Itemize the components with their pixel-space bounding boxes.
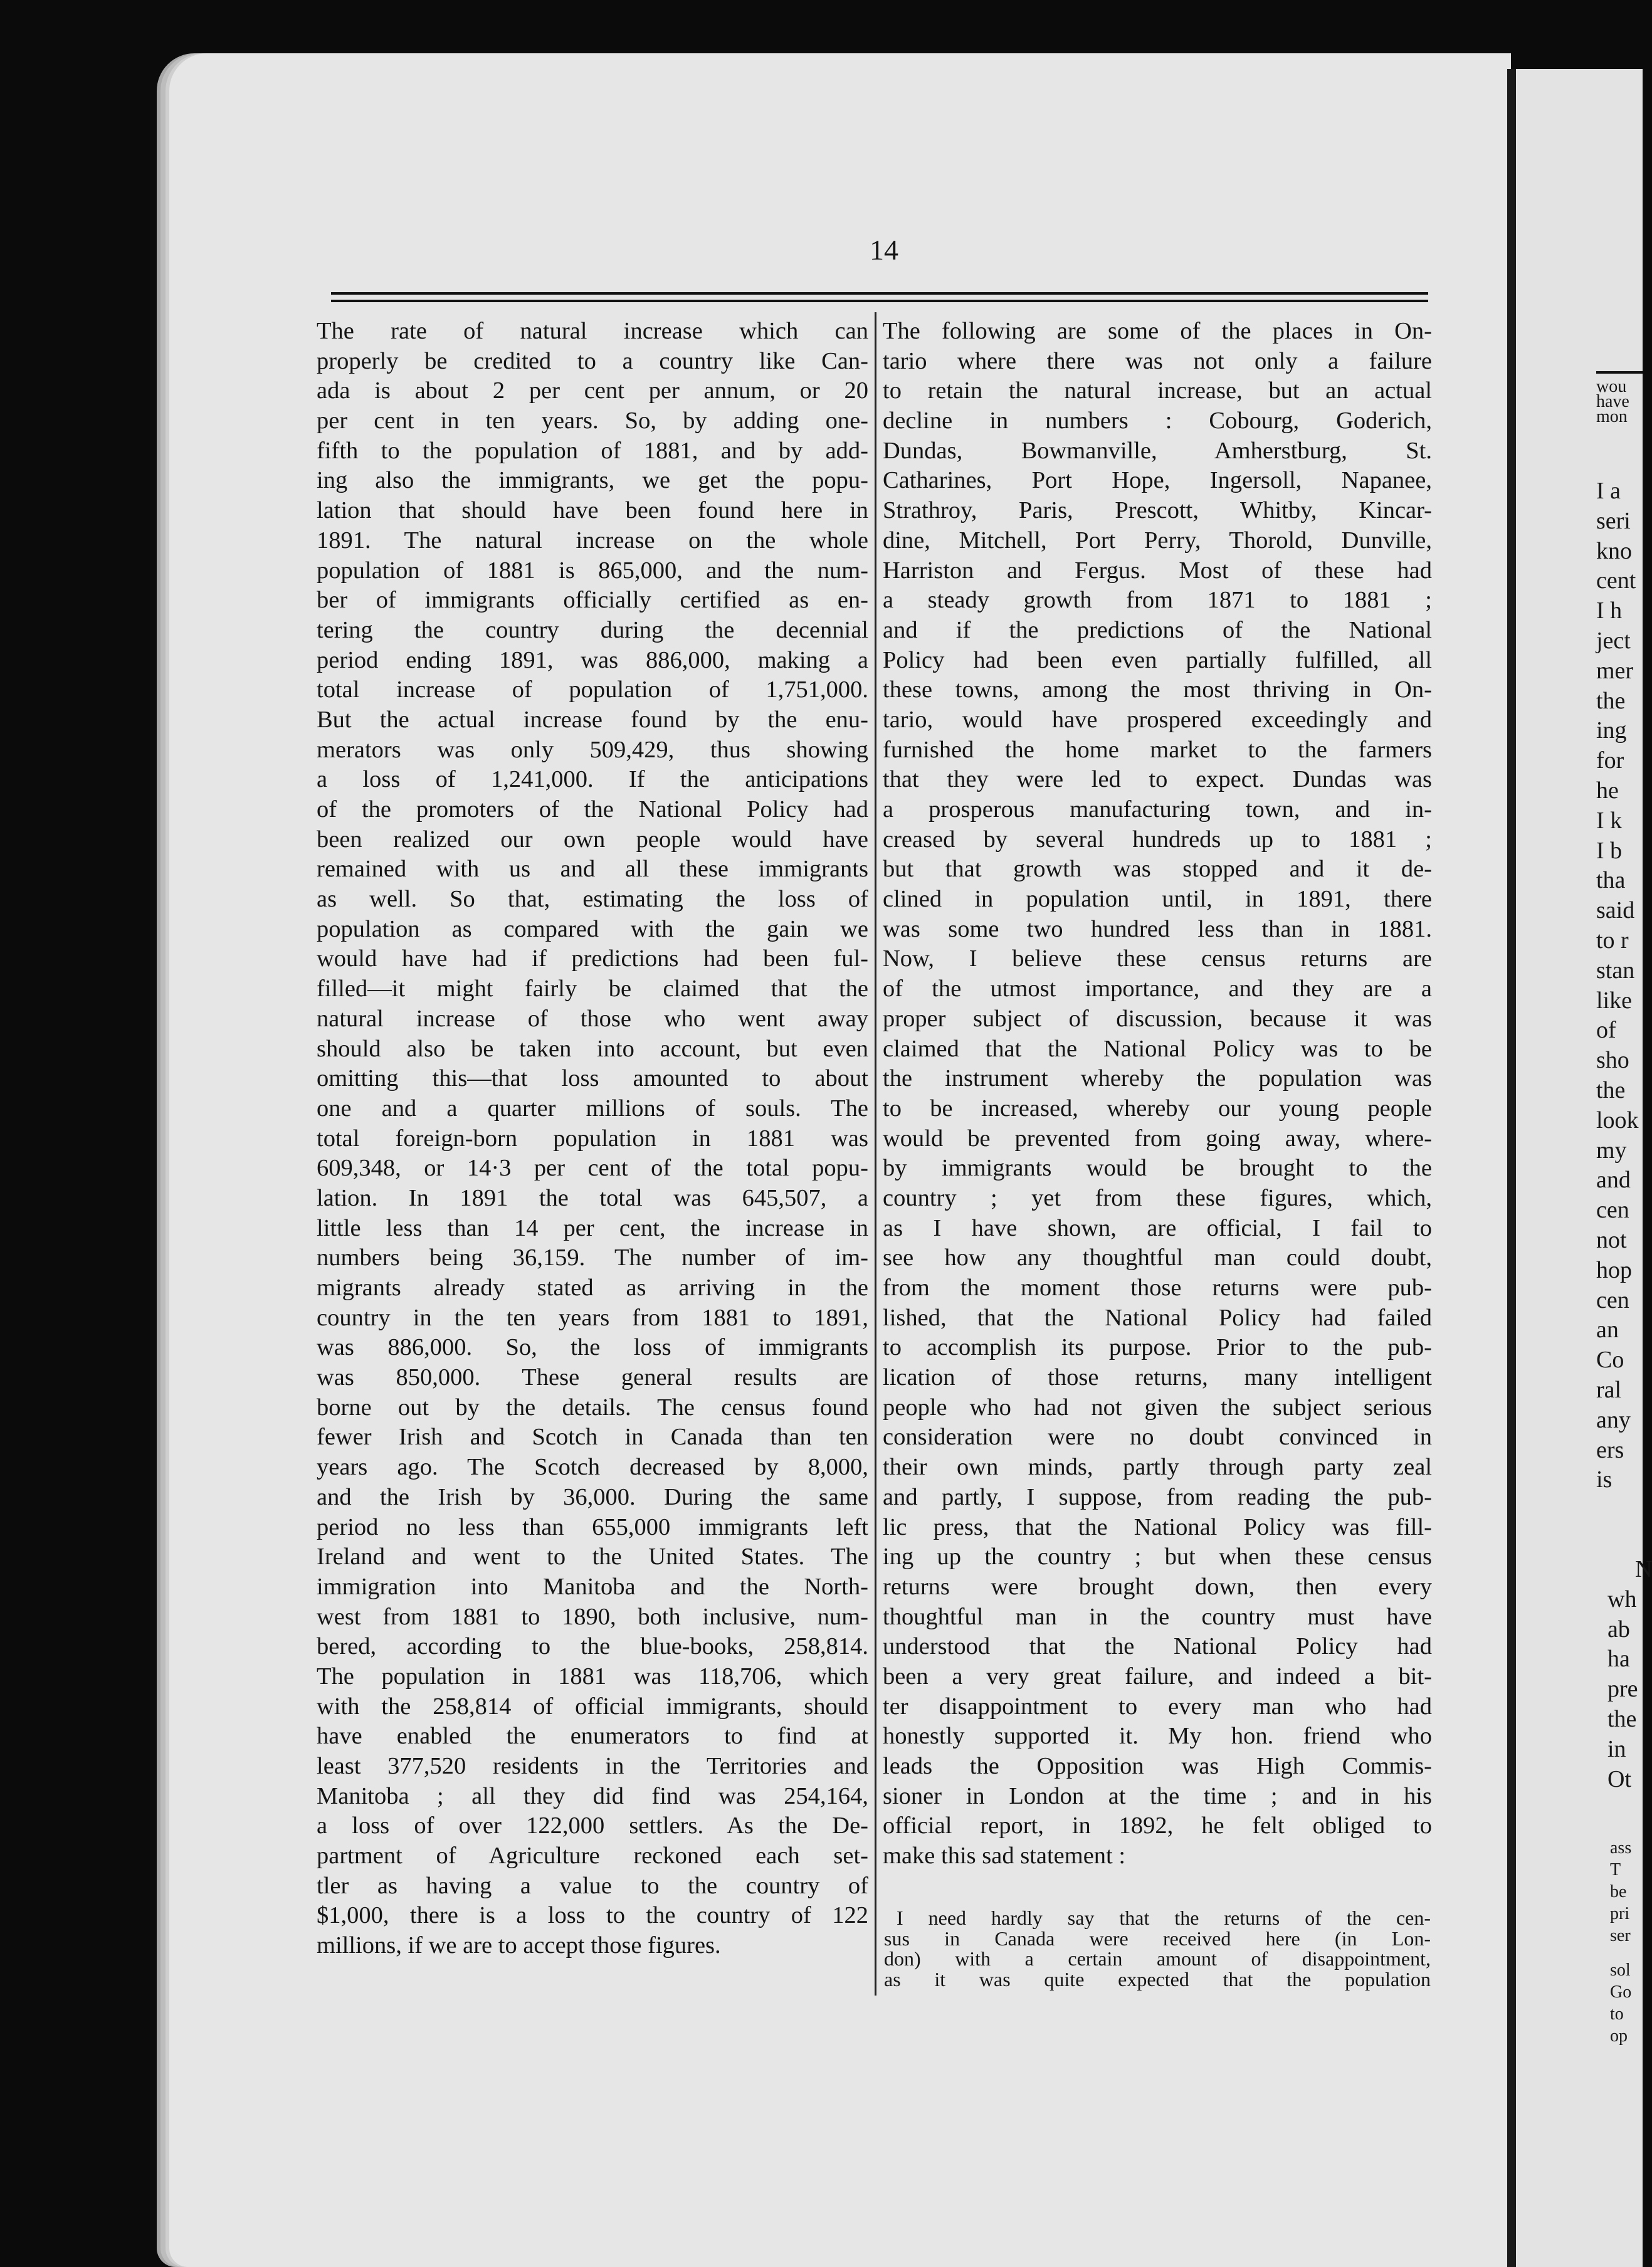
text-line: was some two hundred less than in 1881. <box>883 915 1432 942</box>
text-line: least 377,520 residents in the Territories and <box>317 1753 868 1779</box>
text-line: country in the ten years from 1881 to 1891, <box>317 1304 868 1331</box>
text-line: a prosperous manufacturing town, and in- <box>883 796 1432 823</box>
text-line: of the promoters of the National Policy had <box>317 796 868 823</box>
fragment-line: I b <box>1596 837 1623 864</box>
fragment-line: ing <box>1596 717 1627 744</box>
text-line: Strathroy, Paris, Prescott, Whitby, Kincar- <box>883 497 1432 524</box>
text-line: by immigrants would be brought to the <box>883 1155 1432 1182</box>
text-line: immigration into Manitoba and the North- <box>317 1573 868 1600</box>
text-line: as well. So that, estimating the loss of <box>317 886 868 913</box>
fragment-line: not <box>1596 1226 1627 1253</box>
fragment-line: N <box>1635 1556 1652 1582</box>
fragment-line: sol <box>1610 1960 1631 1980</box>
fragment-line: Co <box>1596 1347 1624 1374</box>
text-line: one and a quarter millions of souls. The <box>317 1095 868 1122</box>
text-line: ada is about 2 per cent per annum, or 20 <box>317 377 868 404</box>
text-line: lation that should have been found here in <box>317 497 868 524</box>
text-line: millions, if we are to accept those figures. <box>317 1932 721 1959</box>
text-line: Ireland and went to the United States. The <box>317 1544 868 1570</box>
text-line: consideration were no doubt convinced in <box>883 1424 1432 1451</box>
fragment-line: ral <box>1596 1376 1622 1403</box>
fragment-line: of <box>1596 1017 1616 1044</box>
page-number: 14 <box>870 234 898 266</box>
text-line: 609,348, or 14·3 per cent of the total popu- <box>317 1155 868 1182</box>
text-line: lic press, that the National Policy was fill- <box>883 1513 1432 1540</box>
text-line: But the actual increase found by the enu- <box>317 706 868 733</box>
fragment-line: pri <box>1610 1904 1630 1923</box>
text-line: a steady growth from 1871 to 1881 ; <box>883 587 1432 614</box>
text-line: filled—it might fairly be claimed that the <box>317 976 868 1002</box>
text-line: partment of Agriculture reckoned each set- <box>317 1843 868 1870</box>
fragment-line: wou <box>1596 377 1627 396</box>
text-line: clined in population until, in 1891, there <box>883 886 1432 913</box>
quoted-report-extract <box>884 1908 1431 1989</box>
text-line: tering the country during the decennial <box>317 616 868 643</box>
text-line: ing also the immigrants, we get the popu- <box>317 467 868 494</box>
text-line: and the Irish by 36,000. During the same <box>317 1483 868 1510</box>
fragment-line: stan <box>1596 957 1635 984</box>
text-line: per cent in ten years. So, by adding one- <box>317 408 868 434</box>
text-line: furnished the home market to the farmers <box>883 736 1432 763</box>
text-line: been realized our own people would have <box>317 826 868 853</box>
text-line: should also be taken into account, but even <box>317 1035 868 1062</box>
fragment-line: and <box>1596 1167 1631 1194</box>
text-line: years ago. The Scotch decreased by 8,000, <box>317 1454 868 1481</box>
column-divider <box>875 312 876 1996</box>
text-line: ber of immigrants officially certified as en- <box>317 587 868 614</box>
text-line: dine, Mitchell, Port Perry, Thorold, Dunville, <box>883 527 1432 554</box>
quote-line: don) with a certain amount of disappointment, <box>884 1947 1431 1970</box>
text-line: period no less than 655,000 immigrants left <box>317 1513 868 1540</box>
text-line: The population in 1881 was 118,706, which <box>317 1663 868 1690</box>
text-line: but that growth was stopped and it de- <box>883 856 1432 883</box>
fragment-line: mer <box>1596 657 1634 684</box>
next-page-top-text <box>1516 379 1643 424</box>
text-line: Dundas, Bowmanville, Amherstburg, St. <box>883 437 1432 464</box>
fragment-line: sho <box>1596 1047 1629 1074</box>
text-line: decline in numbers : Cobourg, Goderich, <box>883 408 1432 434</box>
fragment-line: ers <box>1596 1436 1624 1463</box>
text-line: omitting this—that loss amounted to about <box>317 1065 868 1092</box>
text-line: and partly, I suppose, from reading the pub- <box>883 1483 1432 1510</box>
fragment-line: look <box>1596 1107 1639 1134</box>
text-line: country ; yet from these figures, which, <box>883 1184 1432 1211</box>
text-line: The following are some of the places in On- <box>883 318 1432 344</box>
fragment-line: to r <box>1596 927 1629 954</box>
fragment-line: he <box>1596 777 1619 804</box>
fragment-line: ab <box>1607 1616 1630 1643</box>
text-line: period ending 1891, was 886,000, making a <box>317 646 868 673</box>
fragment-line: cen <box>1596 1197 1629 1224</box>
next-page-lower-text <box>1516 1555 1652 1794</box>
text-line: was 886,000. So, the loss of immigrants <box>317 1334 868 1361</box>
text-line: see how any thoughtful man could doubt, <box>883 1244 1432 1271</box>
text-line: people who had not given the subject serious <box>883 1394 1432 1421</box>
text-line: would have had if predictions had been ful- <box>317 945 868 972</box>
text-line: proper subject of discussion, because it was <box>883 1005 1432 1032</box>
next-page-bottom-text <box>1516 1837 1643 2047</box>
text-line: thoughtful man in the country must have <box>883 1603 1432 1630</box>
text-line: returns were brought down, then every <box>883 1573 1432 1600</box>
fragment-line: the <box>1596 687 1626 714</box>
fragment-line: is <box>1596 1466 1613 1493</box>
text-line: to retain the natural increase, but an actual <box>883 377 1432 404</box>
text-line: migrants already stated as arriving in the <box>317 1275 868 1301</box>
text-line: as I have shown, are official, I fail to <box>883 1214 1432 1241</box>
fragment-line: an <box>1596 1317 1619 1344</box>
text-line: was 850,000. These general results are <box>317 1364 868 1391</box>
book-gutter <box>1507 69 1516 2267</box>
text-line: a loss of over 122,000 settlers. As the De- <box>317 1812 868 1839</box>
fragment-line: tha <box>1596 867 1626 894</box>
text-line: to be increased, whereby our young people <box>883 1095 1432 1122</box>
text-line: fewer Irish and Scotch in Canada than ten <box>317 1424 868 1451</box>
fragment-line: be <box>1610 1882 1627 1901</box>
text-line: would be prevented from going away, where- <box>883 1125 1432 1152</box>
text-line: natural increase of those who went away <box>317 1005 868 1032</box>
fragment-line: mon <box>1596 407 1628 426</box>
fragment-line: Go <box>1610 1982 1632 2002</box>
text-line: a loss of 1,241,000. If the anticipations <box>317 766 868 793</box>
text-line: and if the predictions of the National <box>883 616 1432 643</box>
text-line: bered, according to the blue-books, 258,814. <box>317 1633 868 1660</box>
fragment-line: to <box>1610 2004 1624 2024</box>
text-line: population of 1881 is 865,000, and the num- <box>317 557 868 584</box>
header-rule-top <box>331 292 1428 295</box>
text-line: 1891. The natural increase on the whole <box>317 527 868 554</box>
text-line: from the moment those returns were pub- <box>883 1275 1432 1301</box>
text-line: fifth to the population of 1881, and by add- <box>317 437 868 464</box>
text-line: these towns, among the most thriving in On- <box>883 676 1432 703</box>
fragment-line: ser <box>1610 1926 1631 1945</box>
next-page-fragment <box>1516 69 1652 2267</box>
text-line: sioner in London at the time ; and in his <box>883 1782 1432 1809</box>
fragment-line: hop <box>1596 1256 1632 1283</box>
text-line: claimed that the National Policy was to be <box>883 1035 1432 1062</box>
fragment-line: op <box>1610 2026 1628 2046</box>
quote-line: sus in Canada were received here (in Lon- <box>884 1927 1431 1950</box>
text-line: Catharines, Port Hope, Ingersoll, Napanee, <box>883 467 1432 494</box>
text-line: been a very great failure, and indeed a bit- <box>883 1663 1432 1690</box>
fragment-line: kno <box>1596 537 1632 564</box>
text-line: of the utmost importance, and they are a <box>883 976 1432 1002</box>
left-text-column <box>317 317 868 1961</box>
header-rule-bottom <box>331 300 1428 302</box>
text-line: $1,000, there is a loss to the country of 122 <box>317 1902 868 1929</box>
text-line: to accomplish its purpose. Prior to the pub- <box>883 1334 1432 1361</box>
text-line: with the 258,814 of official immigrants, should <box>317 1693 868 1720</box>
text-line: lation. In 1891 the total was 645,507, a <box>317 1184 868 1211</box>
text-line: official report, in 1892, he felt obliged to <box>883 1812 1432 1839</box>
fragment-line: the <box>1607 1705 1637 1732</box>
text-line: total increase of population of 1,751,000. <box>317 676 868 703</box>
text-line: the instrument whereby the population was <box>883 1065 1432 1092</box>
text-line: population as compared with the gain we <box>317 915 868 942</box>
fragment-line: cen <box>1596 1286 1629 1313</box>
text-line: total foreign-born population in 1881 was <box>317 1125 868 1152</box>
quote-line: as it was quite expected that the population <box>884 1967 1431 1991</box>
text-line: their own minds, partly through party zeal <box>883 1454 1432 1481</box>
text-line: tario where there was not only a failure <box>883 347 1432 374</box>
fragment-line: have <box>1596 392 1629 411</box>
fragment-line: wh <box>1607 1586 1637 1612</box>
text-line: creased by several hundreds up to 1881 ; <box>883 826 1432 853</box>
fragment-line: like <box>1596 987 1632 1014</box>
text-line: understood that the National Policy had <box>883 1633 1432 1660</box>
text-line: borne out by the details. The census found <box>317 1394 868 1421</box>
fragment-line: ha <box>1607 1646 1630 1673</box>
text-line: west from 1881 to 1890, both inclusive, num- <box>317 1603 868 1630</box>
fragment-line: my <box>1596 1137 1627 1164</box>
fragment-line: Ot <box>1607 1765 1631 1792</box>
fragment-line: T <box>1610 1860 1621 1880</box>
text-line: leads the Opposition was High Commis- <box>883 1753 1432 1779</box>
quote-line: I need hardly say that the returns of the cen- <box>897 1907 1431 1929</box>
fragment-line: said <box>1596 897 1635 924</box>
text-line: honestly supported it. My hon. friend who <box>883 1723 1432 1750</box>
text-line: lished, that the National Policy had failed <box>883 1304 1432 1331</box>
fragment-line: the <box>1596 1076 1626 1103</box>
right-text-column <box>883 317 1432 1991</box>
fragment-line: I h <box>1596 597 1623 624</box>
text-line: numbers being 36,159. The number of im- <box>317 1244 868 1271</box>
fragment-line: in <box>1607 1735 1626 1762</box>
text-line: Manitoba ; all they did find was 254,164, <box>317 1782 868 1809</box>
text-line: remained with us and all these immigrants <box>317 856 868 883</box>
text-line: have enabled the enumerators to find at <box>317 1723 868 1750</box>
fragment-line: pre <box>1607 1676 1638 1703</box>
text-line: merators was only 509,429, thus showing <box>317 736 868 763</box>
text-line: make this sad statement : <box>883 1843 1126 1870</box>
text-line: little less than 14 per cent, the increase in <box>317 1214 868 1241</box>
next-page-upper-text <box>1516 476 1643 1495</box>
text-line: ing up the country ; but when these census <box>883 1544 1432 1570</box>
text-line: properly be credited to a country like Can- <box>317 347 868 374</box>
text-line: tario, would have prospered exceedingly and <box>883 706 1432 733</box>
text-line: Policy had been even partially fulfilled, all <box>883 646 1432 673</box>
fragment-line: I a <box>1596 478 1621 504</box>
fragment-line: seri <box>1596 507 1631 534</box>
text-line: that they were led to expect. Dundas was <box>883 766 1432 793</box>
text-line: Harriston and Fergus. Most of these had <box>883 557 1432 584</box>
text-line: Now, I believe these census returns are <box>883 945 1432 972</box>
text-line: ter disappointment to every man who had <box>883 1693 1432 1720</box>
fragment-line: ject <box>1596 627 1631 654</box>
fragment-line: ass <box>1610 1838 1632 1858</box>
fragment-line: any <box>1596 1406 1631 1433</box>
fragment-line: I k <box>1596 807 1623 834</box>
text-line: tler as having a value to the country of <box>317 1872 868 1899</box>
fragment-line: cent <box>1596 567 1636 594</box>
fragment-line: for <box>1596 747 1624 774</box>
next-page-rule <box>1596 371 1643 374</box>
text-line: lication of those returns, many intelligent <box>883 1364 1432 1391</box>
text-line: The rate of natural increase which can <box>317 318 868 344</box>
